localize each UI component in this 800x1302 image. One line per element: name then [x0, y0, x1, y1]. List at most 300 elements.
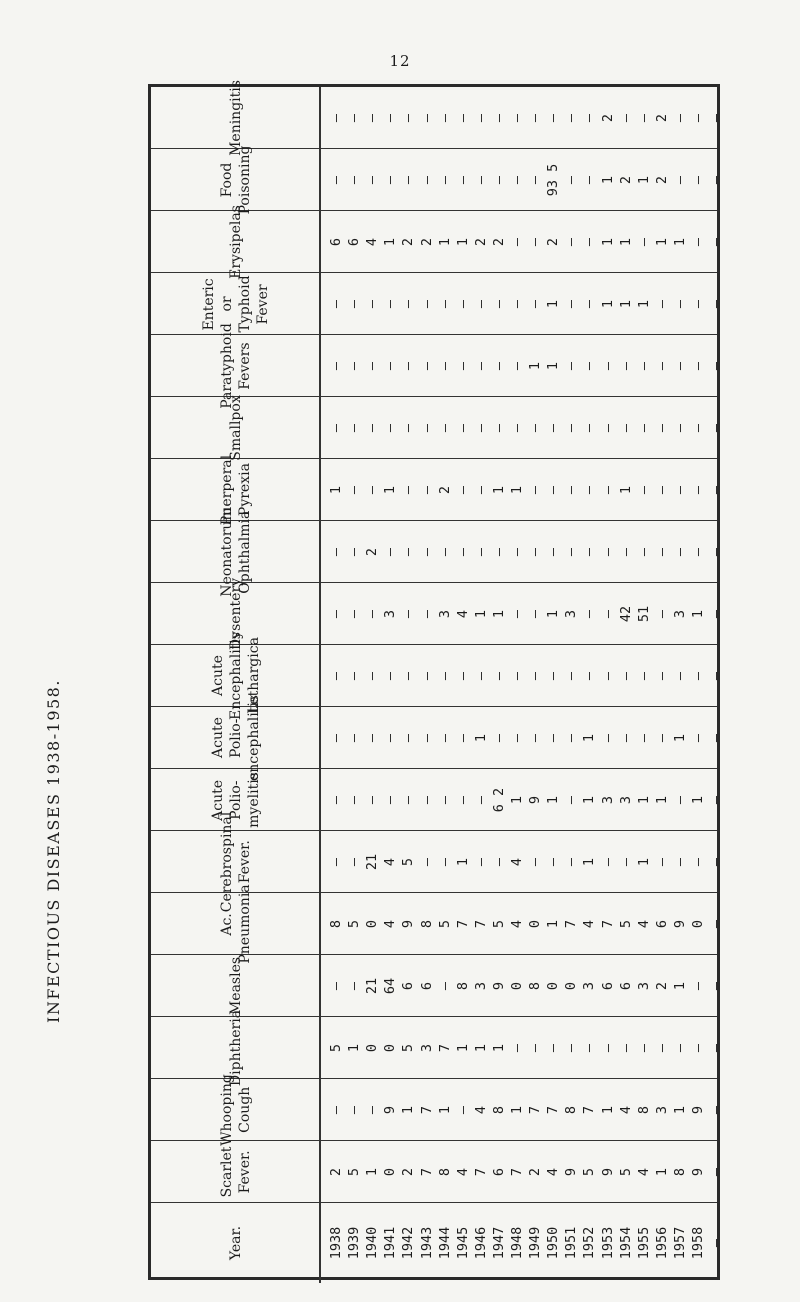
- cell-value: 1: [545, 795, 562, 804]
- cell-value: 1940: [364, 1226, 381, 1260]
- table-cell: [617, 521, 635, 582]
- table-cell: [363, 769, 381, 830]
- table-cell: [381, 893, 399, 954]
- cell-value: —: [581, 113, 598, 122]
- table-cell: [345, 583, 363, 644]
- table-cell: [544, 1079, 562, 1140]
- table-cell: [599, 459, 617, 520]
- cell-value: —: [563, 299, 580, 308]
- table-cell: [436, 1017, 454, 1078]
- table-cell: [472, 583, 490, 644]
- table-cell: [454, 521, 472, 582]
- cell-value: 6: [599, 981, 616, 990]
- cell-value: 8: [563, 1105, 580, 1114]
- table-cell: [327, 459, 345, 520]
- cell-value: 5: [581, 1167, 598, 1176]
- table-cell: [508, 335, 526, 396]
- cell-value: —: [454, 547, 471, 556]
- row-cells: [321, 1079, 725, 1140]
- cell-value: 6 2: [490, 787, 507, 812]
- cell-value: 2: [490, 237, 507, 246]
- cell-value: 1938: [328, 1226, 345, 1260]
- cell-value: —: [563, 423, 580, 432]
- cell-value: —: [509, 237, 526, 246]
- table-cell: [671, 1079, 689, 1140]
- table-cell: [580, 149, 598, 210]
- row-cells: [321, 645, 725, 706]
- cell-value: —: [418, 423, 435, 432]
- cell-value: —: [599, 423, 616, 432]
- row-header-label: Diphtheria: [228, 1009, 244, 1086]
- cell-value: 1953: [599, 1226, 616, 1260]
- table-cell: [635, 1017, 653, 1078]
- cell-value: —: [671, 547, 688, 556]
- row-header-label: Dysentery: [228, 577, 244, 650]
- cell-value: 0: [364, 1043, 381, 1052]
- cell-value: 3: [563, 609, 580, 618]
- cell-value: 6: [653, 919, 670, 928]
- cell-value: 4: [382, 857, 399, 866]
- cell-value: —: [581, 1043, 598, 1052]
- table-cell: [526, 1017, 544, 1078]
- table-cell: [526, 1079, 544, 1140]
- table-cell: [562, 1203, 580, 1283]
- table-cell: [707, 955, 725, 1016]
- cell-value: 1: [509, 485, 526, 494]
- cell-value: —: [527, 175, 544, 184]
- row-header: [151, 811, 321, 912]
- cell-value: —: [708, 113, 725, 122]
- cell-value: —: [690, 113, 707, 122]
- table-cell: [399, 769, 417, 830]
- table-cell: [671, 893, 689, 954]
- cell-value: 1: [509, 1105, 526, 1114]
- cell-value: —: [635, 361, 652, 370]
- cell-value: —: [708, 795, 725, 804]
- table-cell: [562, 459, 580, 520]
- table-cell: [689, 645, 707, 706]
- table-cell: [363, 335, 381, 396]
- table-cell: [689, 211, 707, 272]
- cell-value: —: [346, 671, 363, 680]
- table-cell: [653, 1079, 671, 1140]
- cell-value: —: [599, 1043, 616, 1052]
- table-cell: [363, 645, 381, 706]
- table-cell: [544, 583, 562, 644]
- cell-value: —: [708, 175, 725, 184]
- table-cell: [580, 831, 598, 892]
- cell-value: 5: [400, 857, 417, 866]
- cell-value: 2: [653, 981, 670, 990]
- table-cell: [454, 1203, 472, 1283]
- table-cell: [454, 1079, 472, 1140]
- cell-value: —: [436, 113, 453, 122]
- cell-value: —: [346, 299, 363, 308]
- cell-value: —: [436, 423, 453, 432]
- table-cell: [653, 831, 671, 892]
- table-cell: [490, 397, 508, 458]
- table-row: [151, 694, 725, 781]
- cell-value: 3: [599, 795, 616, 804]
- table-cell: [345, 459, 363, 520]
- row-header-label: Year.: [228, 1225, 244, 1261]
- cell-value: 51: [635, 605, 652, 622]
- row-header-label: Erysipelas: [228, 204, 244, 279]
- cell-value: —: [545, 733, 562, 742]
- table-cell: [544, 1017, 562, 1078]
- cell-value: —: [635, 423, 652, 432]
- cell-value: 2: [653, 113, 670, 122]
- table-cell: [580, 397, 598, 458]
- table-cell: [508, 521, 526, 582]
- table-cell: [599, 1017, 617, 1078]
- table-cell: [345, 831, 363, 892]
- cell-value: —: [545, 857, 562, 866]
- cell-value: —: [436, 981, 453, 990]
- cell-value: —: [490, 175, 507, 184]
- table-cell: [472, 831, 490, 892]
- table-cell: [345, 273, 363, 334]
- table-cell: [635, 831, 653, 892]
- table-cell: [526, 149, 544, 210]
- cell-value: —: [617, 113, 634, 122]
- cell-value: 7: [436, 1043, 453, 1052]
- table-cell: [544, 149, 562, 210]
- cell-value: 0: [527, 919, 544, 928]
- cell-value: —: [509, 609, 526, 618]
- table-cell: [490, 1017, 508, 1078]
- table-cell: [689, 335, 707, 396]
- table-cell: [689, 893, 707, 954]
- cell-value: —: [509, 423, 526, 432]
- table-cell: [436, 273, 454, 334]
- cell-value: 4: [382, 919, 399, 928]
- table-cell: [399, 583, 417, 644]
- row-cells: [321, 397, 725, 458]
- table-row: [151, 322, 725, 409]
- table-cell: [544, 707, 562, 768]
- table-cell: [562, 831, 580, 892]
- cell-value: 1: [400, 1105, 417, 1114]
- table-cell: [381, 1141, 399, 1202]
- table-cell: [635, 1079, 653, 1140]
- table-cell: [689, 583, 707, 644]
- cell-value: 1949: [527, 1226, 544, 1260]
- cell-value: 3: [617, 795, 634, 804]
- table-cell: [418, 707, 436, 768]
- table-cell: [327, 397, 345, 458]
- table-cell: [544, 459, 562, 520]
- cell-value: —: [599, 485, 616, 494]
- table-cell: [418, 397, 436, 458]
- table-cell: [363, 397, 381, 458]
- cell-value: 1: [599, 237, 616, 246]
- table-row: [151, 1141, 725, 1203]
- cell-value: —: [454, 423, 471, 432]
- table-cell: [544, 211, 562, 272]
- table-cell: [418, 583, 436, 644]
- table-cell: [418, 459, 436, 520]
- cell-value: —: [346, 175, 363, 184]
- cell-value: 7: [563, 919, 580, 928]
- row-cells: [321, 87, 725, 148]
- cell-value: —: [472, 423, 489, 432]
- cell-value: 0: [364, 919, 381, 928]
- table-cell: [508, 149, 526, 210]
- cell-value: 1: [671, 237, 688, 246]
- row-header-label: Paratyphoid Fevers: [219, 322, 253, 409]
- table-cell: [472, 211, 490, 272]
- cell-value: 5: [617, 919, 634, 928]
- cell-value: —: [708, 547, 725, 556]
- table-cell: [653, 87, 671, 148]
- table-cell: [454, 211, 472, 272]
- cell-value: 4: [364, 237, 381, 246]
- cell-value: —: [527, 609, 544, 618]
- cell-value: —: [454, 671, 471, 680]
- table-cell: [399, 397, 417, 458]
- table-cell: [490, 707, 508, 768]
- table-cell: [399, 521, 417, 582]
- cell-value: —: [509, 361, 526, 370]
- table-cell: [526, 335, 544, 396]
- table-cell: [399, 211, 417, 272]
- table-cell: [617, 1141, 635, 1202]
- table-cell: [399, 893, 417, 954]
- table-cell: [472, 769, 490, 830]
- cell-value: 1941: [382, 1226, 399, 1260]
- table-cell: [562, 397, 580, 458]
- table-cell: [526, 1203, 544, 1283]
- table-cell: [381, 831, 399, 892]
- cell-value: 2: [400, 237, 417, 246]
- cell-value: —: [328, 981, 345, 990]
- table-cell: [363, 1017, 381, 1078]
- cell-value: 1948: [509, 1226, 526, 1260]
- table-cell: [671, 149, 689, 210]
- page-number: 12: [389, 52, 411, 70]
- cell-value: —: [563, 175, 580, 184]
- table-cell: [454, 955, 472, 1016]
- table-cell: [454, 707, 472, 768]
- cell-value: 1944: [436, 1226, 453, 1260]
- table-cell: [544, 335, 562, 396]
- cell-value: —: [581, 361, 598, 370]
- table-cell: [617, 459, 635, 520]
- cell-value: 1952: [581, 1226, 598, 1260]
- table-cell: [454, 1017, 472, 1078]
- table-cell: [635, 149, 653, 210]
- cell-value: —: [509, 113, 526, 122]
- cell-value: —: [454, 299, 471, 308]
- table-cell: [526, 645, 544, 706]
- cell-value: —: [418, 671, 435, 680]
- table-cell: [635, 1141, 653, 1202]
- table-cell: [617, 149, 635, 210]
- table-cell: [671, 955, 689, 1016]
- table-cell: [526, 273, 544, 334]
- row-header-label: Enteric or Typhoid Fever: [201, 274, 271, 333]
- cell-value: 4: [509, 857, 526, 866]
- table-cell: [327, 1203, 345, 1283]
- cell-value: —: [708, 1238, 725, 1248]
- cell-value: 7: [454, 919, 471, 928]
- table-cell: [399, 459, 417, 520]
- cell-value: —: [328, 733, 345, 742]
- table-cell: [327, 521, 345, 582]
- table-cell: [544, 397, 562, 458]
- table-cell: [363, 1203, 381, 1283]
- cell-value: —: [527, 547, 544, 556]
- cell-value: 2: [653, 175, 670, 184]
- cell-value: —: [346, 857, 363, 866]
- cell-value: —: [671, 175, 688, 184]
- cell-value: 9: [382, 1105, 399, 1114]
- cell-value: —: [690, 857, 707, 866]
- table-cell: [671, 397, 689, 458]
- table-cell: [653, 1141, 671, 1202]
- table-cell: [472, 1141, 490, 1202]
- table-cell: [671, 211, 689, 272]
- cell-value: 3: [382, 609, 399, 618]
- table-cell: [472, 459, 490, 520]
- row-cells: [321, 583, 725, 644]
- cell-value: 1951: [563, 1226, 580, 1260]
- cell-value: 1: [653, 795, 670, 804]
- cell-value: 2: [527, 1167, 544, 1176]
- table-cell: [363, 893, 381, 954]
- table-cell: [689, 149, 707, 210]
- cell-value: 2: [418, 237, 435, 246]
- table-cell: [635, 893, 653, 954]
- cell-value: —: [653, 299, 670, 308]
- row-cells: [321, 831, 725, 892]
- cell-value: —: [653, 609, 670, 618]
- table-cell: [562, 149, 580, 210]
- table-cell: [418, 831, 436, 892]
- cell-value: —: [690, 423, 707, 432]
- cell-value: —: [472, 857, 489, 866]
- table-cell: [599, 1079, 617, 1140]
- cell-value: 1: [527, 361, 544, 370]
- cell-value: —: [527, 857, 544, 866]
- cell-value: —: [400, 113, 417, 122]
- table-cell: [327, 707, 345, 768]
- cell-value: —: [400, 485, 417, 494]
- table-cell: [508, 955, 526, 1016]
- table-cell: [508, 1141, 526, 1202]
- cell-value: —: [690, 361, 707, 370]
- cell-value: 7: [581, 1105, 598, 1114]
- cell-value: —: [400, 547, 417, 556]
- cell-value: —: [328, 361, 345, 370]
- cell-value: 1: [671, 1105, 688, 1114]
- table-row: [151, 506, 725, 597]
- table-cell: [653, 335, 671, 396]
- table-cell: [617, 769, 635, 830]
- table-cell: [399, 1141, 417, 1202]
- table-cell: [454, 1141, 472, 1202]
- cell-value: —: [653, 361, 670, 370]
- table-cell: [508, 893, 526, 954]
- cell-value: 7: [472, 919, 489, 928]
- table-cell: [399, 955, 417, 1016]
- cell-value: —: [635, 547, 652, 556]
- table-cell: [617, 397, 635, 458]
- cell-value: 6: [418, 981, 435, 990]
- cell-value: —: [364, 671, 381, 680]
- table-cell: [707, 1203, 725, 1283]
- cell-value: —: [563, 547, 580, 556]
- table-cell: [490, 211, 508, 272]
- row-header: [151, 1073, 321, 1146]
- table-cell: [454, 397, 472, 458]
- table-cell: [436, 1079, 454, 1140]
- cell-value: 0: [509, 981, 526, 990]
- cell-value: —: [690, 237, 707, 246]
- table-cell: [617, 1203, 635, 1283]
- table-cell: [490, 831, 508, 892]
- table-cell: [599, 273, 617, 334]
- cell-value: —: [454, 175, 471, 184]
- cell-value: —: [472, 485, 489, 494]
- table-cell: [617, 707, 635, 768]
- cell-value: 7: [418, 1105, 435, 1114]
- table-cell: [635, 769, 653, 830]
- cell-value: —: [599, 361, 616, 370]
- table-cell: [653, 893, 671, 954]
- row-header-label: Food Poisoning: [219, 145, 253, 214]
- cell-value: 7: [599, 919, 616, 928]
- table-cell: [617, 831, 635, 892]
- row-cells: [321, 1017, 725, 1078]
- cell-value: —: [454, 485, 471, 494]
- cell-value: 1955: [635, 1226, 652, 1260]
- cell-value: 8: [328, 919, 345, 928]
- cell-value: —: [653, 547, 670, 556]
- table-cell: [689, 397, 707, 458]
- cell-value: —: [346, 795, 363, 804]
- row-header: [151, 394, 321, 461]
- cell-value: 2: [400, 1167, 417, 1176]
- cell-value: —: [328, 113, 345, 122]
- table-cell: [526, 211, 544, 272]
- cell-value: 4: [454, 609, 471, 618]
- table-cell: [635, 583, 653, 644]
- cell-value: 4: [472, 1105, 489, 1114]
- table-cell: [436, 583, 454, 644]
- cell-value: 1957: [671, 1226, 688, 1260]
- table-cell: [599, 893, 617, 954]
- table-cell: [671, 645, 689, 706]
- table-cell: [544, 831, 562, 892]
- table-cell: [490, 273, 508, 334]
- cell-value: —: [472, 671, 489, 680]
- table-cell: [418, 1079, 436, 1140]
- table-cell: [562, 273, 580, 334]
- cell-value: —: [545, 671, 562, 680]
- cell-value: —: [418, 609, 435, 618]
- table-cell: [526, 87, 544, 148]
- table-cell: [580, 645, 598, 706]
- cell-value: 1: [382, 485, 399, 494]
- cell-value: 3: [653, 1105, 670, 1114]
- table-cell: [562, 707, 580, 768]
- cell-value: —: [545, 113, 562, 122]
- table-cell: [653, 645, 671, 706]
- row-header: [151, 1141, 321, 1202]
- table-cell: [580, 1017, 598, 1078]
